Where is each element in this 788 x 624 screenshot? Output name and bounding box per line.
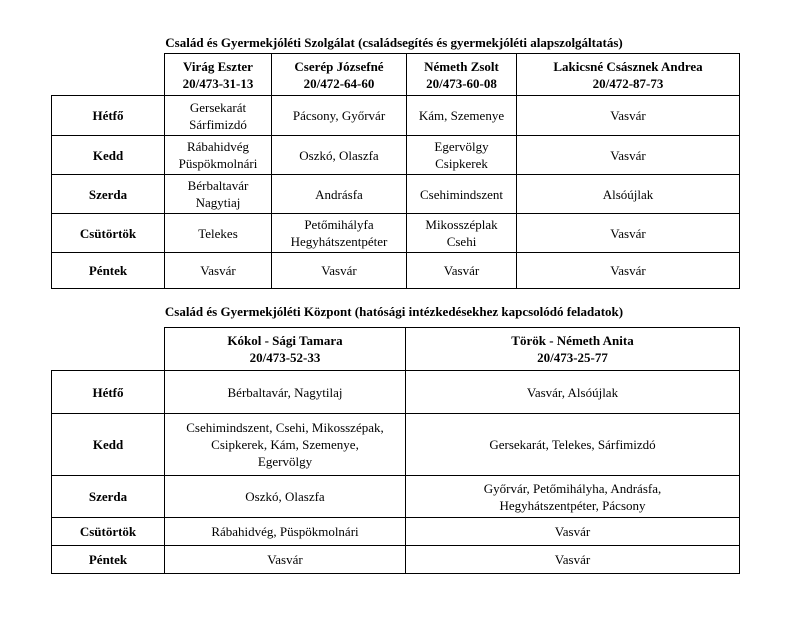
- day-cell: Hétfő: [52, 371, 165, 414]
- cell-line: Nagytiaj: [195, 195, 241, 210]
- staff-phone: 20/473-52-33: [249, 350, 321, 365]
- table-row: [52, 546, 740, 574]
- staff-name: Török - Németh Anita: [511, 333, 634, 348]
- staff-phone: 20/473-31-13: [182, 75, 254, 91]
- table-cell: [406, 476, 740, 518]
- staff-header: [406, 328, 740, 371]
- cell-line: Bérbaltavár: [187, 178, 249, 193]
- table-cell: Vasvár: [407, 253, 517, 289]
- day-cell: Csütörtök: [52, 214, 165, 253]
- table-cell: Kám, Szemenye: [407, 96, 517, 136]
- staff-phone: 20/473-60-08: [426, 75, 497, 91]
- day-cell: Szerda: [52, 476, 165, 518]
- table-cell: [165, 175, 272, 214]
- table-row: [52, 476, 740, 518]
- table-cell: [165, 136, 272, 175]
- cell-line: Hegyhátszentpéter, Pácsony: [499, 497, 646, 513]
- staff-phone: 20/472-64-60: [303, 75, 375, 91]
- schedule-table-1: [51, 53, 740, 289]
- staff-header: [407, 54, 517, 96]
- header-corner-cell: [52, 328, 165, 371]
- staff-header: [272, 54, 407, 96]
- day-cell: Kedd: [52, 136, 165, 175]
- cell-line: Rábahidvég: [186, 139, 250, 154]
- table-cell: Rábahidvég, Püspökmolnári: [165, 518, 406, 546]
- table-cell: Vasvár: [165, 546, 406, 574]
- day-cell: Szerda: [52, 175, 165, 214]
- staff-header: [517, 54, 740, 96]
- cell-line: Csipkerek: [435, 156, 488, 171]
- cell-line: Püspökmolnári: [178, 156, 258, 171]
- table-row: [52, 136, 740, 175]
- table-cell: Bérbaltavár, Nagytilaj: [165, 371, 406, 414]
- table-cell: Gersekarát, Telekes, Sárfimizdó: [406, 414, 740, 476]
- table1-title: Család és Gyermekjóléti Szolgálat (családsegítés és gyermekjóléti alapszolgáltatás): [165, 35, 623, 50]
- table-row: [52, 253, 740, 289]
- cell-line: Hegyhátszentpéter: [290, 234, 388, 249]
- table-row: [52, 96, 740, 136]
- table-cell: Vasvár: [406, 518, 740, 546]
- table-row: [52, 175, 740, 214]
- cell-line: Sárfimizdó: [189, 116, 247, 132]
- day-cell: Hétfő: [52, 96, 165, 136]
- table-row: [52, 371, 740, 414]
- table-cell: Pácsony, Győrvár: [272, 96, 407, 136]
- table-cell: Vasvár: [165, 253, 272, 289]
- table-header-row: [52, 328, 740, 371]
- day-cell: Csütörtök: [52, 518, 165, 546]
- table-cell: Oszkó, Olaszfa: [165, 476, 406, 518]
- table-cell: [165, 414, 406, 476]
- cell-line: Győrvár, Petőmihályha, Andrásfa,: [483, 480, 662, 496]
- staff-name: Kókol - Sági Tamara: [227, 333, 343, 348]
- table-row: [52, 214, 740, 253]
- table-cell: Alsóújlak: [517, 175, 740, 214]
- cell-line: Egervölgy: [434, 139, 489, 154]
- table-cell: Oszkó, Olaszfa: [272, 136, 407, 175]
- cell-line: Egervölgy: [257, 454, 313, 469]
- table-cell: Telekes: [165, 214, 272, 253]
- cell-line: Csehi: [446, 234, 477, 249]
- table-cell: [272, 214, 407, 253]
- cell-line: Mikosszéplak: [425, 217, 498, 232]
- table-cell: Vasvár: [517, 214, 740, 253]
- table-cell: Vasvár: [272, 253, 407, 289]
- cell-line: Petőmihályfa: [304, 217, 374, 232]
- day-cell: Péntek: [52, 253, 165, 289]
- table-cell: Vasvár: [517, 136, 740, 175]
- staff-name: Lakicsné Császnek Andrea: [553, 58, 703, 74]
- table-row: [52, 518, 740, 546]
- table-cell: [407, 136, 517, 175]
- staff-header: [165, 328, 406, 371]
- day-cell: Péntek: [52, 546, 165, 574]
- schedule-table-2: [51, 327, 740, 574]
- staff-name: Cserép Józsefné: [294, 58, 384, 74]
- table-cell: [165, 96, 272, 136]
- table-cell: Vasvár, Alsóújlak: [406, 371, 740, 414]
- cell-line: Gersekarát: [189, 99, 247, 115]
- staff-phone: 20/473-25-77: [537, 350, 608, 365]
- table2-title: Család és Gyermekjóléti Központ (hatósági intézkedésekhez kapcsolódó feladatok): [164, 304, 624, 319]
- staff-header: [165, 54, 272, 96]
- table-cell: Andrásfa: [272, 175, 407, 214]
- cell-line: Csipkerek, Kám, Szemenye,: [211, 437, 359, 452]
- header-corner-cell: [52, 54, 165, 96]
- staff-phone: 20/472-87-73: [592, 75, 664, 91]
- day-cell: Kedd: [52, 414, 165, 476]
- table-cell: Vasvár: [517, 253, 740, 289]
- table-cell: Vasvár: [406, 546, 740, 574]
- staff-name: Virág Eszter: [183, 58, 253, 74]
- table-header-row: [52, 54, 740, 96]
- table-cell: Vasvár: [517, 96, 740, 136]
- table-row: [52, 414, 740, 476]
- staff-name: Németh Zsolt: [424, 58, 499, 74]
- table-cell: Csehimindszent: [407, 175, 517, 214]
- cell-line: Csehimindszent, Csehi, Mikosszépak,: [186, 420, 384, 435]
- table-cell: [407, 214, 517, 253]
